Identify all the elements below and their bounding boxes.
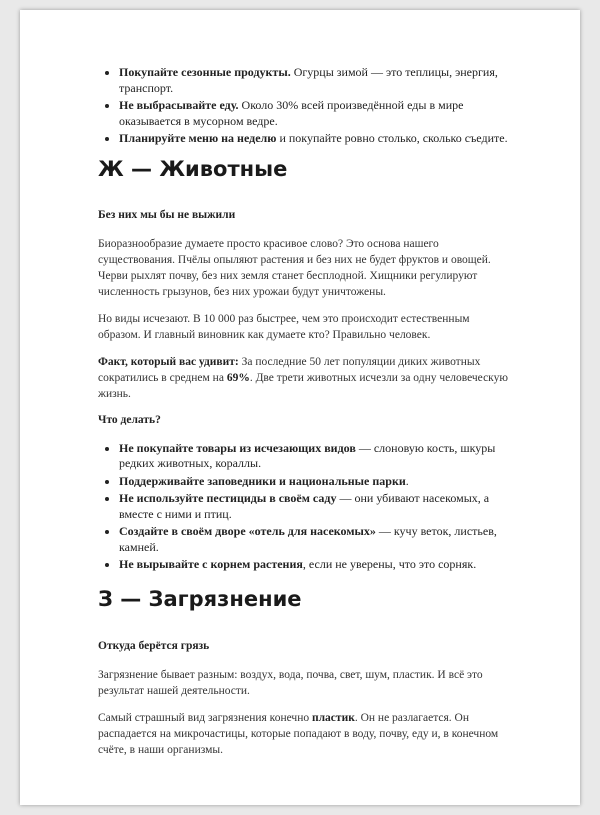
fact-label: Факт, который вас удивит: (98, 355, 239, 368)
todo-list (98, 441, 508, 573)
list-item-bold: Не покупайте товары из исчезающих видов (119, 440, 356, 455)
list-item (119, 557, 508, 573)
list-item (119, 491, 508, 522)
paragraph (98, 710, 508, 758)
paragraph-text: . Он не разлагается. Он распадается на микрочастицы, которые попадают в воду, почву, еду и, в конечном счёте, в наши организмы. (98, 711, 499, 756)
section-heading-animals: Ж — Животные (98, 156, 288, 181)
list-item (119, 441, 508, 472)
list-item-text: — кучу веток, листьев, камней. (119, 524, 497, 554)
list-item-text: — слоновую кость, шкуры редких животных, кораллы. (119, 440, 496, 470)
list-item-bold: Поддерживайте заповедники и национальные парки (119, 473, 406, 488)
list-item-bold: Планируйте меню на неделю (119, 131, 277, 145)
paragraph: Загрязнение бывает разным: воздух, вода, почва, свет, шум, пластик. И всё это результат нашей деятельности. (98, 668, 483, 697)
paragraph: Биоразнообразие думаете просто красивое слово? Это основа нашего существования. Пчёлы опыляют растения и без них не будет фруктов и овощей. Черви рыхлят почву, без них земля станет бесплодной. Хищники регулируют численность грызунов, без них урожаи будут уничтожены. (98, 237, 491, 298)
list-item-bold: Покупайте сезонные продукты. (119, 65, 291, 79)
list-item-bold: Создайте в своём дворе «отель для насекомых» (119, 524, 376, 538)
paragraph: Но виды исчезают. В 10 000 раз быстрее, чем это происходит естественным образом. И главный виновник как думаете кто? Правильно человек. (98, 312, 470, 341)
list-item-text: . (405, 473, 409, 488)
list-item-bold: Не выбрасывайте еду. (119, 98, 239, 112)
list-item (119, 524, 508, 555)
section-subheading: Откуда берётся грязь (98, 639, 210, 652)
fact-text: За последние 50 лет популяции диких животных сократились в среднем на (98, 355, 481, 384)
paragraph-text: Самый страшный вид загрязнения конечно (98, 711, 312, 724)
list-item (119, 474, 508, 490)
list-item-text: — они убивают насекомых, а вместе с ними и птиц. (119, 491, 490, 521)
section-heading-pollution: З — Загрязнение (98, 586, 302, 611)
fact-percent: 69% (226, 371, 250, 384)
section-subheading: Без них мы бы не выжили (98, 208, 236, 221)
fact-paragraph (98, 354, 508, 402)
list-item-text: и покупайте ровно столько, сколько съедите. (276, 131, 508, 145)
list-item (119, 98, 508, 129)
fact-text: . Две трети животных исчезли за одну человеческую жизнь. (98, 371, 508, 400)
paragraph-bold: пластик (311, 711, 355, 724)
document-page (20, 10, 580, 805)
list-item (119, 131, 508, 147)
list-item-text: , если не уверены, что это сорняк. (302, 557, 477, 571)
list-item-bold: Не вырывайте с корнем растения (119, 557, 303, 571)
list-item-text: Около 30% всей произведённой еды в мире оказывается в мусорном ведре. (119, 98, 464, 128)
list-item (119, 65, 508, 96)
list-item-text: Огурцы зимой — это теплицы, энергия, транспорт. (119, 65, 498, 95)
list-item-bold: Не используйте пестициды в своём саду (119, 491, 337, 505)
todo-heading: Что делать? (98, 413, 161, 426)
intro-list (98, 65, 508, 147)
